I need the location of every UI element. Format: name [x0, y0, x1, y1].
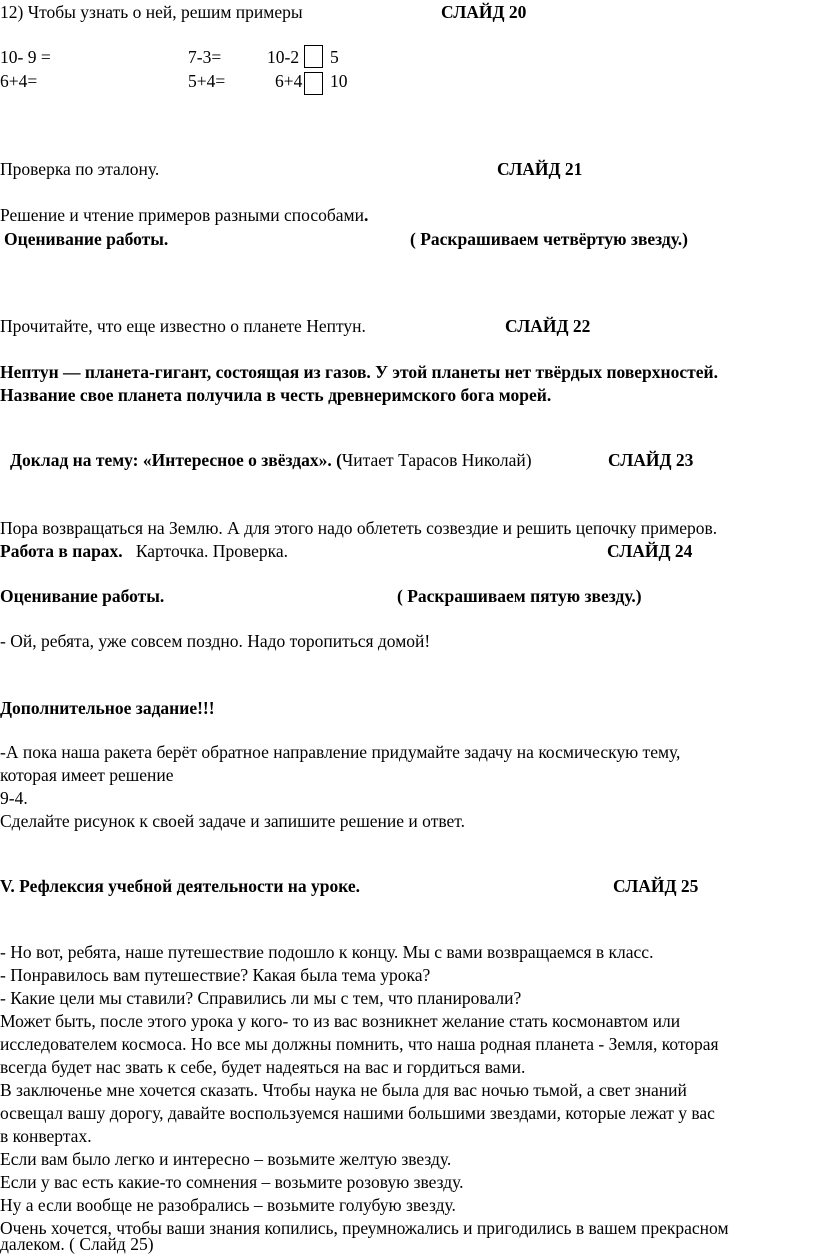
example-r1c3b: 5	[330, 47, 339, 67]
example-r2c1: 6+4=	[0, 71, 38, 91]
final-line: Может быть, после этого урока у кого- то из вас возникнет желание стать космонавтом или	[0, 1011, 681, 1031]
final-line: далеком. ( Слайд 25)	[0, 1234, 154, 1254]
slide-22-label: СЛАЙД 22	[505, 316, 591, 336]
final-line: в конвертах.	[0, 1126, 92, 1146]
neptune-prompt: Прочитайте, что еще известно о планете Нептун.	[0, 316, 366, 336]
final-line: - Какие цели мы ставили? Справились ли мы с тем, что планировали?	[0, 988, 522, 1008]
example-r1c3a: 10-2	[267, 47, 300, 67]
solve-text: Решение и чтение примеров разными способами.	[0, 205, 369, 225]
answer-box-2[interactable]	[304, 72, 323, 95]
final-line: всегда будет нас звать к себе, будет надеяться на вас и гордиться вами.	[0, 1057, 526, 1077]
final-line: Если вам было легко и интересно – возьмите желтую звезду.	[0, 1149, 452, 1169]
final-line: - Но вот, ребята, наше путешествие подошло к концу. Мы с вами возвращаемся в класс.	[0, 942, 654, 962]
pairs-line: Работа в парах. Карточка. Проверка.	[0, 541, 289, 561]
section-12-title: 12) Чтобы узнать о ней, решим примеры	[0, 2, 303, 22]
example-r1c2: 7-3=	[188, 47, 222, 67]
extra-task-line-4: Сделайте рисунок к своей задаче и запишите решение и ответ.	[0, 811, 465, 831]
answer-box-1[interactable]	[304, 45, 323, 68]
neptune-fact-line-1: Нептун — планета-гигант, состоящая из газов. У этой планеты нет твёрдых поверхностей.	[0, 362, 718, 382]
evaluation-2-note: ( Раскрашиваем пятую звезду.)	[397, 586, 642, 606]
final-line: исследователем космоса. Но все мы должны помнить, что наша родная планета - Земля, которая	[0, 1034, 719, 1054]
slide-21-label: СЛАЙД 21	[497, 159, 583, 179]
final-line: В заключенье мне хочется сказать. Чтобы наука не была для вас ночью тьмой, а свет знаний	[0, 1080, 687, 1100]
example-r2c3b: 10	[330, 71, 348, 91]
check-text: Проверка по эталону.	[0, 159, 160, 179]
slide-23-label: СЛАЙД 23	[608, 450, 694, 470]
extra-task-line-3: 9-4.	[0, 788, 28, 808]
example-r1c1: 10- 9 =	[0, 47, 51, 67]
final-line: Ну а если вообще не разобрались – возьмите голубую звезду.	[0, 1195, 456, 1215]
late-line: - Ой, ребята, уже совсем поздно. Надо торопиться домой!	[0, 631, 431, 651]
slide-24-label: СЛАЙД 24	[607, 541, 693, 561]
reflection-title: V. Рефлексия учебной деятельности на уроке.	[0, 876, 361, 896]
final-line: Если у вас есть какие-то сомнения – возьмите розовую звезду.	[0, 1172, 464, 1192]
neptune-fact-line-2: Название свое планета получила в честь древнеримского бога морей.	[0, 385, 552, 405]
slide-25-label: СЛАЙД 25	[613, 876, 699, 896]
final-line: освещал вашу дорогу, давайте воспользуемся нашими большими звездами, которые лежат у вас	[0, 1103, 715, 1123]
final-line: Очень хочется, чтобы ваши знания копились, преумножались и пригодились в вашем прекрасном	[0, 1218, 729, 1238]
extra-task-line-1: -А пока наша ракета берёт обратное направление придумайте задачу на космическую тему,	[0, 742, 681, 762]
report-line: Доклад на тему: «Интересное о звёздах». (Читает Тарасов Николай)	[10, 450, 532, 470]
evaluation-1-note: ( Раскрашиваем четвёртую звезду.)	[410, 229, 688, 249]
extra-task-line-2: которая имеет решение	[0, 765, 174, 785]
final-line: - Понравилось вам путешествие? Какая была тема урока?	[0, 965, 431, 985]
return-line: Пора возвращаться на Землю. А для этого надо облететь созвездие и решить цепочку примеров.	[0, 518, 718, 538]
extra-task-title: Дополнительное задание!!!	[0, 698, 215, 718]
evaluation-1-label: Оценивание работы.	[4, 229, 169, 249]
example-r2c3a: 6+4	[275, 71, 303, 91]
evaluation-2-label: Оценивание работы.	[0, 586, 165, 606]
example-r2c2: 5+4=	[188, 71, 226, 91]
slide-20-label: СЛАЙД 20	[441, 2, 527, 22]
